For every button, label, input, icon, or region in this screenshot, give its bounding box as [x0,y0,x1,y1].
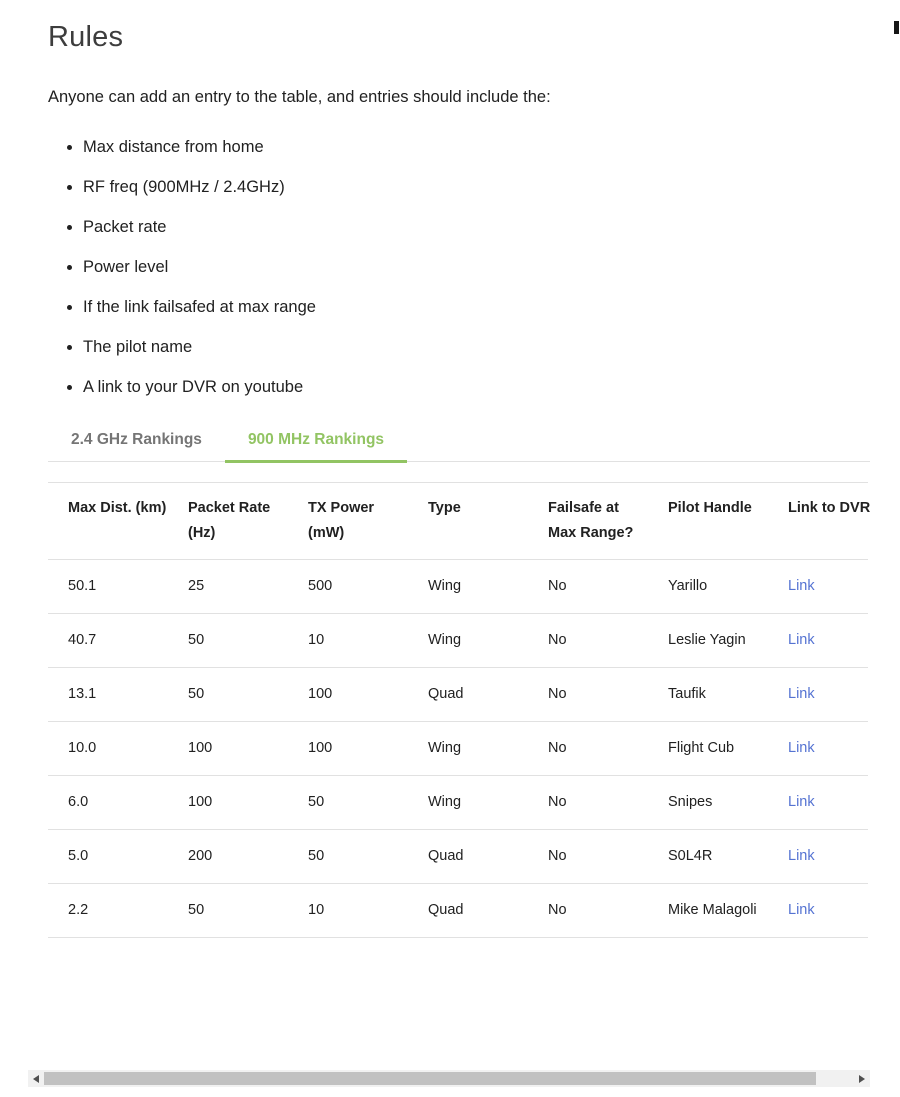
column-header: TX Power (mW) [288,483,408,560]
dvr-link[interactable]: Link [788,632,815,648]
table-cell: 100 [288,668,408,722]
table-cell: 500 [288,560,408,614]
scrollbar-thumb[interactable] [44,1072,816,1085]
dvr-link[interactable]: Link [788,578,815,594]
table-cell: Wing [408,560,528,614]
rule-item: • A link to your DVR on youtube [83,375,870,399]
table-cell: 13.1 [48,668,168,722]
dvr-link[interactable]: Link [788,848,815,864]
table-cell: No [528,614,648,668]
intro-text: Anyone can add an entry to the table, and entries should include the: [48,88,551,106]
table-cell: Leslie Yagin [648,614,768,668]
column-header: Failsafe at Max Range? [528,483,648,560]
table-cell: Snipes [648,776,768,830]
table-cell: S0L4R [648,830,768,884]
table-cell [768,830,868,884]
table-cell: Wing [408,614,528,668]
tab-2-4-ghz-rankings[interactable]: 2.4 GHz Rankings [71,431,202,448]
table-cell: 6.0 [48,776,168,830]
table-cell: 10 [288,614,408,668]
table-cell: 100 [288,722,408,776]
table-row [48,722,868,776]
scroll-right-button[interactable] [854,1070,870,1087]
rule-item: • Packet rate [83,215,870,239]
table-cell [768,722,868,776]
rule-item: • The pilot name [83,335,870,359]
table-row [48,614,868,668]
page-title: Rules [48,21,124,53]
table-cell: Taufik [648,668,768,722]
table-cell: 5.0 [48,830,168,884]
scroll-left-button[interactable] [28,1070,44,1087]
table-cell: No [528,668,648,722]
rule-item: • Max distance from home [83,135,870,159]
vertical-scrollbar-fragment[interactable] [894,21,899,34]
table-cell: Flight Cub [648,722,768,776]
table-row [48,668,868,722]
table-cell: 200 [168,830,288,884]
table-cell: 100 [168,776,288,830]
dvr-link[interactable]: Link [788,740,815,756]
table-cell: No [528,830,648,884]
table-cell: Yarillo [648,560,768,614]
table-cell: Quad [408,668,528,722]
column-header: Packet Rate (Hz) [168,483,288,560]
rankings-table [48,482,871,938]
table-cell: 10 [288,884,408,938]
table-cell: 40.7 [48,614,168,668]
table-cell: 50 [168,614,288,668]
table-cell: No [528,722,648,776]
table-row [48,560,868,614]
table-cell: Wing [408,776,528,830]
dvr-link[interactable]: Link [788,794,815,810]
table-cell: 2.2 [48,884,168,938]
dvr-link[interactable]: Link [788,686,815,702]
table-cell [768,884,868,938]
table-row [48,830,868,884]
table-cell: No [528,884,648,938]
tab-900-mhz-rankings[interactable]: 900 MHz Rankings [225,418,407,463]
rules-list [48,135,870,399]
table-row [48,884,868,938]
rule-item: • If the link failsafed at max range [83,295,870,319]
table-header [48,483,871,560]
table-cell [768,560,868,614]
table-cell: 50 [168,884,288,938]
table-cell: 100 [168,722,288,776]
table-cell [768,776,868,830]
tab-bar [48,418,870,462]
table-cell: Quad [408,884,528,938]
dvr-link[interactable]: Link [788,902,815,918]
table-cell: 50 [288,830,408,884]
table-cell: No [528,560,648,614]
table-cell: 50 [168,668,288,722]
table-cell: Wing [408,722,528,776]
main-content [0,21,900,938]
column-header: Max Dist. (km) [48,483,168,560]
table-cell [768,614,868,668]
table-cell: Quad [408,830,528,884]
table-cell: Mike Malagoli [648,884,768,938]
table-cell: 10.0 [48,722,168,776]
rule-item: • Power level [83,255,870,279]
column-header: Type [408,483,528,560]
table-cell: 50.1 [48,560,168,614]
table-body [48,560,868,938]
table-cell: 25 [168,560,288,614]
table-cell [768,668,868,722]
table-cell: 50 [288,776,408,830]
table-row [48,776,868,830]
rule-item: • RF freq (900MHz / 2.4GHz) [83,175,870,199]
column-header: Pilot Handle [648,483,768,560]
column-header: Link to DVR [768,483,868,560]
horizontal-scrollbar[interactable] [28,1070,870,1087]
table-cell: No [528,776,648,830]
header-row [48,483,868,560]
